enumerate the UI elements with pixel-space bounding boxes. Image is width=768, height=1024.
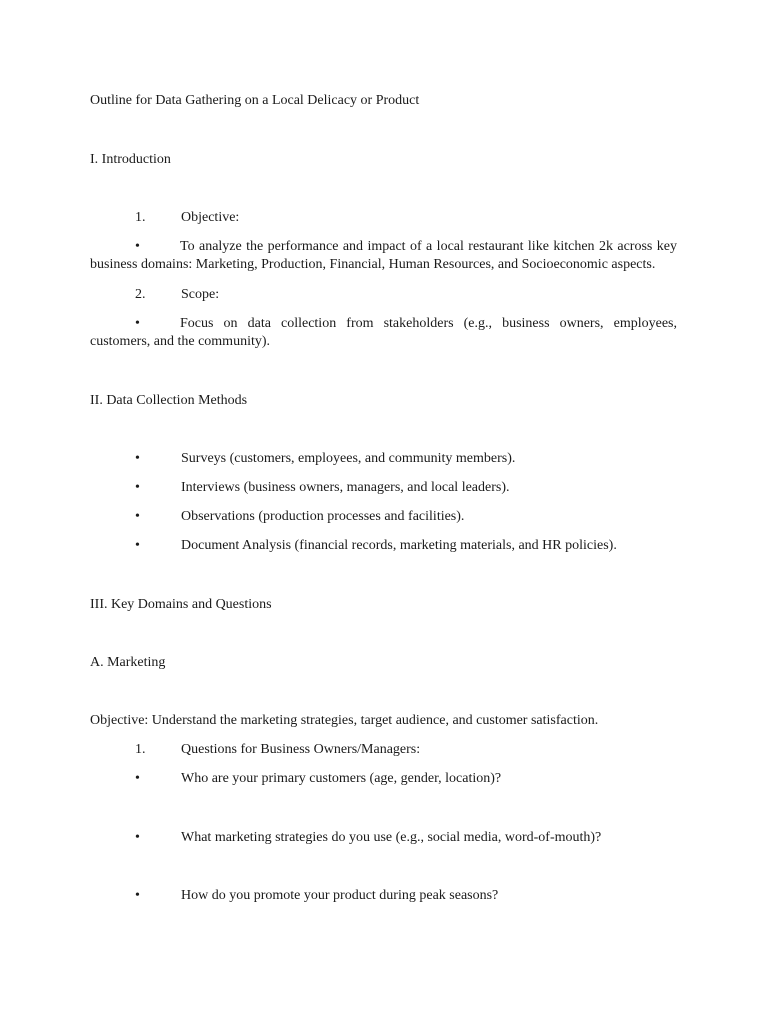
question-item: Who are your primary customers (age, gender, location)? [181, 771, 502, 786]
method-item-surveys: Surveys (customers, employees, and community members). [181, 451, 516, 466]
bullet-marker: • [135, 239, 140, 254]
marketing-objective: Objective: Understand the marketing strategies, target audience, and customer satisfaction. [90, 713, 599, 728]
subsection-heading-marketing: A. Marketing [90, 655, 166, 670]
list-number: 2. [135, 287, 146, 302]
question-item: What marketing strategies do you use (e.g., social media, word-of-mouth)? [181, 830, 602, 845]
bullet-marker: • [135, 451, 140, 466]
objective-text: To analyze the performance and impact of a local restaurant like kitchen 2k across key business domains: Marketing, Production, Financial, Human Resources, and Socioeconomic aspects. [90, 239, 677, 272]
bullet-marker: • [135, 316, 140, 331]
objective-paragraph [90, 238, 677, 274]
bullet-marker: • [135, 538, 140, 553]
document-title: Outline for Data Gathering on a Local Delicacy or Product [90, 93, 420, 108]
scope-paragraph [90, 315, 677, 351]
method-item-document-analysis: Document Analysis (financial records, marketing materials, and HR policies). [181, 538, 617, 553]
bullet-marker: • [135, 888, 140, 903]
question-item: How do you promote your product during peak seasons? [181, 888, 499, 903]
section-heading-data-collection: II. Data Collection Methods [90, 393, 248, 408]
section-heading-key-domains: III. Key Domains and Questions [90, 597, 272, 612]
bullet-marker: • [135, 830, 140, 845]
method-item-interviews: Interviews (business owners, managers, and local leaders). [181, 480, 510, 495]
method-item-observations: Observations (production processes and facilities). [181, 509, 465, 524]
bullet-marker: • [135, 771, 140, 786]
list-number: 1. [135, 742, 146, 757]
scope-text: Focus on data collection from stakeholders (e.g., business owners, employees, customers, and the community). [90, 316, 677, 349]
list-number: 1. [135, 210, 146, 225]
objective-label: Objective: [181, 210, 240, 225]
bullet-marker: • [135, 480, 140, 495]
questions-label: Questions for Business Owners/Managers: [181, 742, 421, 757]
scope-label: Scope: [181, 287, 220, 302]
bullet-marker: • [135, 509, 140, 524]
section-heading-introduction: I. Introduction [90, 152, 171, 167]
